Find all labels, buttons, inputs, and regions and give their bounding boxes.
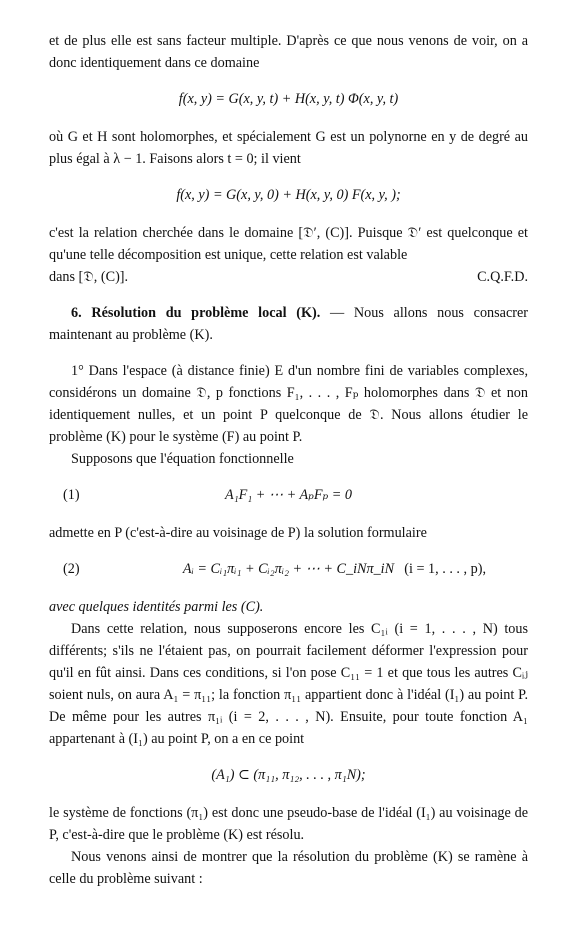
paragraph-holomorphic: où G et H sont holomorphes, et spécialement G est un polynorne en y de degré au plus égal à λ − 1. Faisons alors t = 0; il vient bbox=[49, 129, 528, 167]
paragraph-pseudo-base: le système de fonctions (π₁) est donc une pseudo-base de l'idéal (I₁) au voisinage de P, c'est-à-dire que le problème (K) est résolu. bbox=[49, 805, 528, 843]
equation-inclusion: (A₁) ⊂ (π₁₁, π₁₂, . . . , π₁N); bbox=[211, 767, 366, 783]
equation-f-at-zero: f(x, y) = G(x, y, 0) + H(x, y, 0) F(x, y, ); bbox=[176, 187, 401, 203]
document-page bbox=[49, 30, 528, 890]
equation-2-condition: (i = 1, . . . , p), bbox=[404, 561, 486, 577]
paragraph-conclusion: Nous venons ainsi de montrer que la résolution du problème (K) se ramène à celle du problème suivant : bbox=[49, 849, 528, 887]
paragraph-relation-end: dans [𝔇, (C)]. bbox=[49, 269, 129, 285]
equation-1 bbox=[49, 484, 528, 506]
equation-2-number: (2) bbox=[63, 561, 80, 577]
paragraph-solution: admette en P (c'est-à-dire au voisinage de P) la solution formulaire bbox=[49, 525, 427, 541]
paragraph-intro: et de plus elle est sans facteur multiple. D'après ce que nous venons de voir, on a donc identiquement dans ce domaine bbox=[49, 33, 528, 71]
section-intro: — Nous allons nous consacrer maintenant au problème (K). bbox=[49, 305, 529, 343]
qed-line bbox=[49, 266, 528, 288]
paragraph-relation: c'est la relation cherchée dans le domaine [𝔇′, (C)]. Puisque 𝔇′ est quelconque et qu'une telle décomposition est unique, cette relation est valable bbox=[49, 225, 528, 263]
equation-1-body: A₁F₁ + ⋯ + AₚFₚ = 0 bbox=[225, 487, 352, 503]
equation-f-decomposition: f(x, y) = G(x, y, t) + H(x, y, t) Φ(x, y, t) bbox=[178, 91, 399, 107]
equation-2 bbox=[49, 558, 528, 580]
equation-2-body: Aᵢ = Cᵢ₁πᵢ₁ + Cᵢ₂πᵢ₂ + ⋯ + C_iNπ_iN bbox=[182, 561, 395, 577]
equation-1-number: (1) bbox=[63, 487, 80, 503]
section-title: 6. Résolution du problème local (K). bbox=[71, 305, 321, 321]
paragraph-relation-details: Dans cette relation, nous supposerons encore les C₁ᵢ (i = 1, . . . , N) tous différents; s'ils ne l'étaient pas, on pourrait facilement déformer l'expression pour qu'il en fût ainsi. Dans ces conditions, si l'on pose C₁₁ = 1 et que tous les autres Cᵢⱼ soient nuls, on aura A₁ = π₁₁; la fonction π₁₁ appartient donc à l'idéal (I₁) au point P. De même pour les autres π₁ᵢ (i = 2, . . . , N). Ensuite, pour toute fonction A₁ appartenant à (I₁) au point P, on a en ce point bbox=[49, 621, 528, 747]
qed-mark: C.Q.F.D. bbox=[477, 269, 528, 285]
section-heading-paragraph bbox=[49, 302, 528, 346]
paragraph-identities: avec quelques identités parmi les (C). bbox=[49, 599, 264, 615]
paragraph-suppose: Supposons que l'équation fonctionnelle bbox=[71, 451, 294, 467]
paragraph-space-domain: 1° Dans l'espace (à distance finie) E d'un nombre fini de variables complexes, considérons un domaine 𝔇, p fonctions F₁, . . . , Fₚ holomorphes dans 𝔇 et non identiquement nulles, et un point P quelconque de 𝔇. Nous allons étudier le problème (K) pour le système (F) au point P. bbox=[49, 363, 528, 445]
